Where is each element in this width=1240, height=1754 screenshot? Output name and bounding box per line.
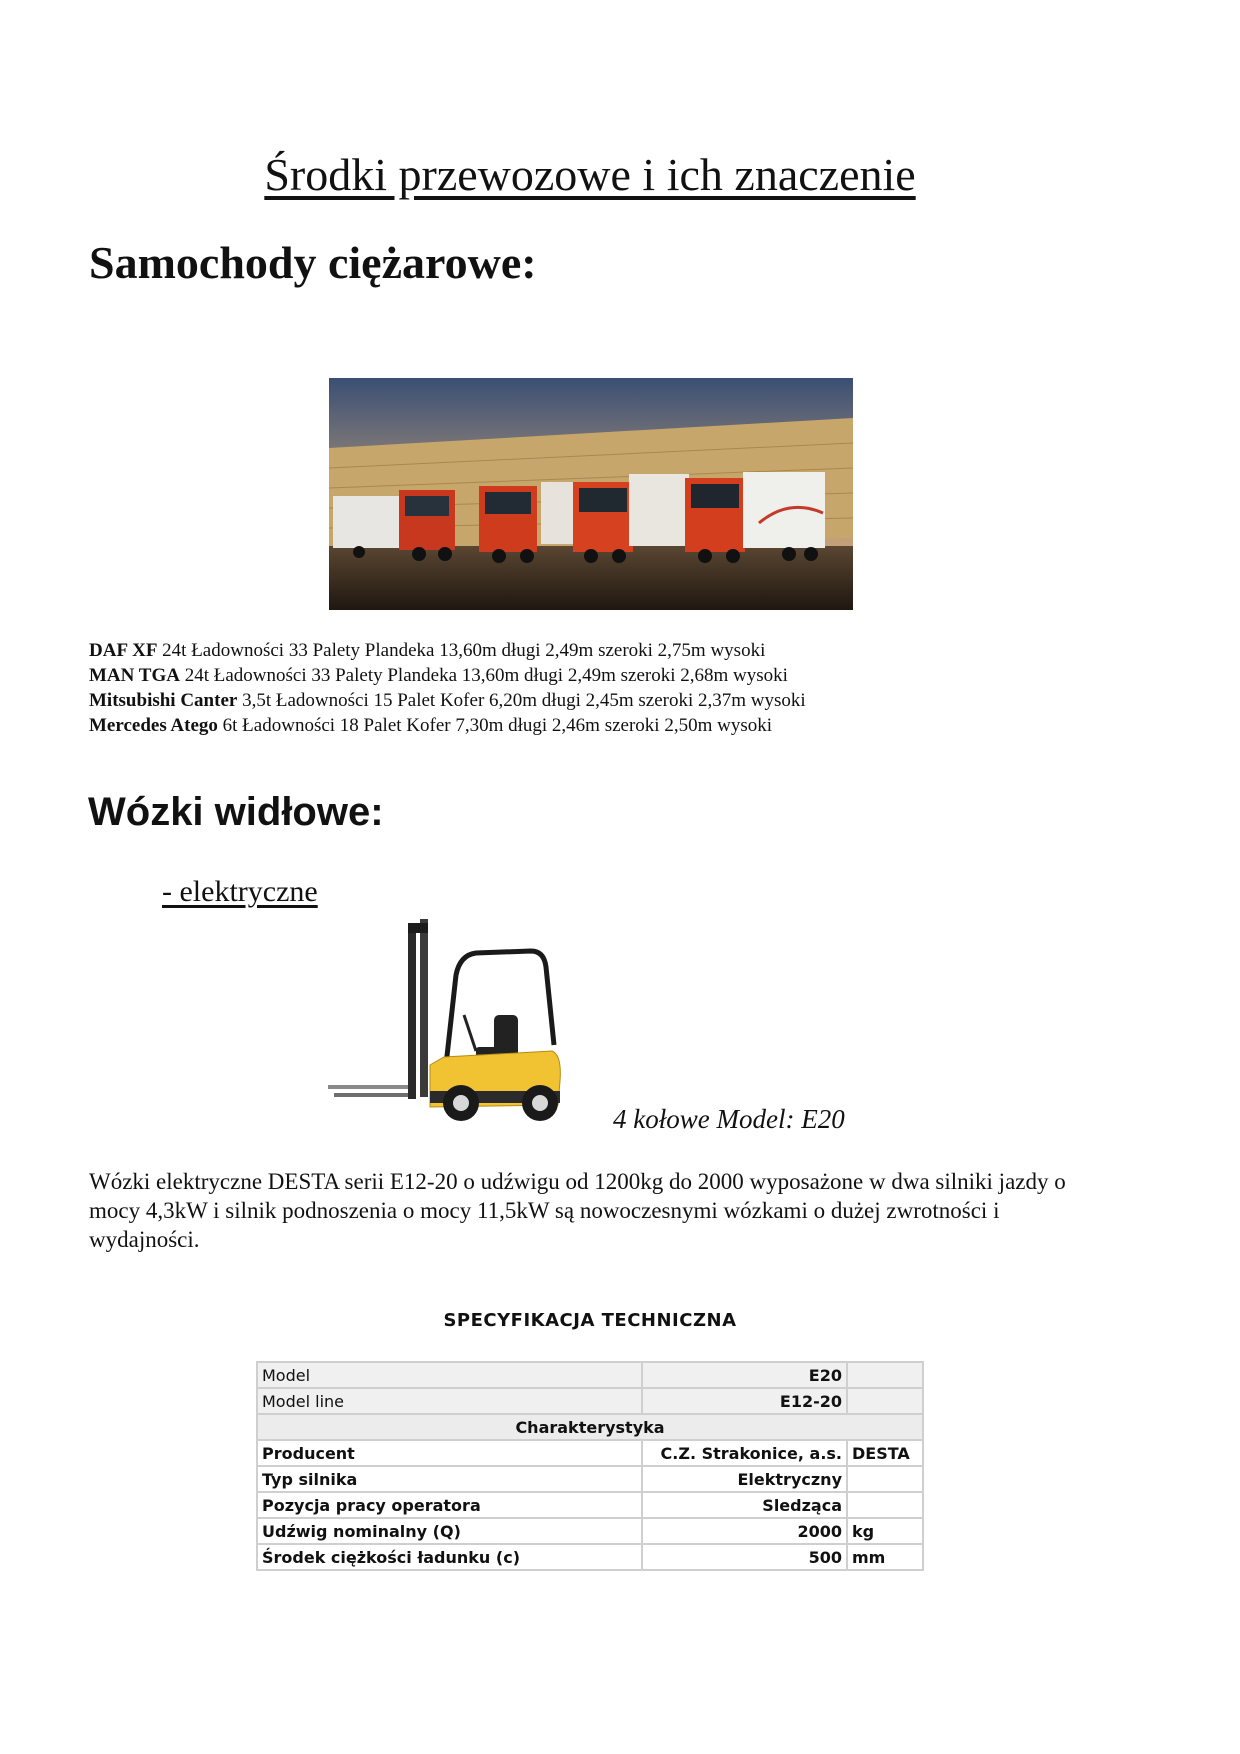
truck-model: MAN TGA (89, 665, 180, 686)
spec-value: Sledząca (642, 1492, 847, 1518)
forklifts-heading: Wózki widłowe: (88, 790, 384, 834)
spec-extra (847, 1492, 923, 1518)
table-row (257, 1388, 923, 1414)
spec-value: 500 (642, 1544, 847, 1570)
document-title: Środki przewozowe i ich znaczenie (264, 149, 916, 200)
truck-spec: 3,5t Ładowności 15 Palet Kofer 6,20m długi 2,45m szeroki 2,37m wysoki (237, 690, 806, 711)
table-row (257, 1362, 923, 1388)
spec-title: SPECYFIKACJA TECHNICZNA (443, 1310, 737, 1331)
table-row (257, 1440, 923, 1466)
spec-label: Udźwig nominalny (Q) (257, 1518, 642, 1544)
spec-value: E12-20 (642, 1388, 847, 1414)
table-row (257, 1544, 923, 1570)
electric-subheading: - elektryczne (162, 875, 318, 908)
spec-section-label: Charakterystyka (257, 1414, 923, 1440)
truck-list (89, 638, 806, 738)
spec-extra (847, 1466, 923, 1492)
truck-spec: 24t Ładowności 33 Palety Plandeka 13,60m długi 2,49m szeroki 2,75m wysoki (157, 640, 766, 661)
spec-extra: DESTA (847, 1440, 923, 1466)
spec-label: Producent (257, 1440, 642, 1466)
spec-label: Typ silnika (257, 1466, 642, 1492)
spec-extra (847, 1388, 923, 1414)
table-section-row (257, 1414, 923, 1440)
trucks-photo (329, 378, 853, 610)
truck-item (89, 688, 806, 713)
spec-value: 2000 (642, 1518, 847, 1544)
truck-model: Mercedes Atego (89, 715, 218, 736)
spec-table (256, 1361, 924, 1571)
table-row (257, 1492, 923, 1518)
truck-item (89, 713, 806, 738)
forklift-photo (326, 915, 591, 1125)
spec-value: E20 (642, 1362, 847, 1388)
truck-model: Mitsubishi Canter (89, 690, 238, 711)
spec-extra: mm (847, 1544, 923, 1570)
forklift-description: Wózki elektryczne DESTA serii E12-20 o udźwigu od 1200kg do 2000 wyposażone w dwa silniki jazdy o mocy 4,3kW i silnik podnoszenia o mocy 11,5kW są nowoczesnymi wózkami o dużej zwrotności i wydajności. (89, 1169, 1066, 1252)
spec-value: Elektryczny (642, 1466, 847, 1492)
truck-spec: 24t Ładowności 33 Palety Plandeka 13,60m długi 2,49m szeroki 2,68m wysoki (179, 665, 788, 686)
truck-item (89, 663, 806, 688)
spec-label: Pozycja pracy operatora (257, 1492, 642, 1518)
spec-label: Model (257, 1362, 642, 1388)
spec-label: Środek ciężkości ładunku (c) (257, 1544, 642, 1570)
trucks-heading: Samochody ciężarowe: (89, 237, 537, 288)
spec-extra (847, 1362, 923, 1388)
truck-model: DAF XF (89, 640, 158, 661)
table-row (257, 1518, 923, 1544)
forklift-caption: 4 kołowe Model: E20 (613, 1104, 845, 1134)
truck-item (89, 638, 806, 663)
spec-value: C.Z. Strakonice, a.s. (642, 1440, 847, 1466)
truck-spec: 6t Ładowności 18 Palet Kofer 7,30m długi 2,46m szeroki 2,50m wysoki (217, 715, 773, 736)
spec-extra: kg (847, 1518, 923, 1544)
spec-label: Model line (257, 1388, 642, 1414)
table-row (257, 1466, 923, 1492)
